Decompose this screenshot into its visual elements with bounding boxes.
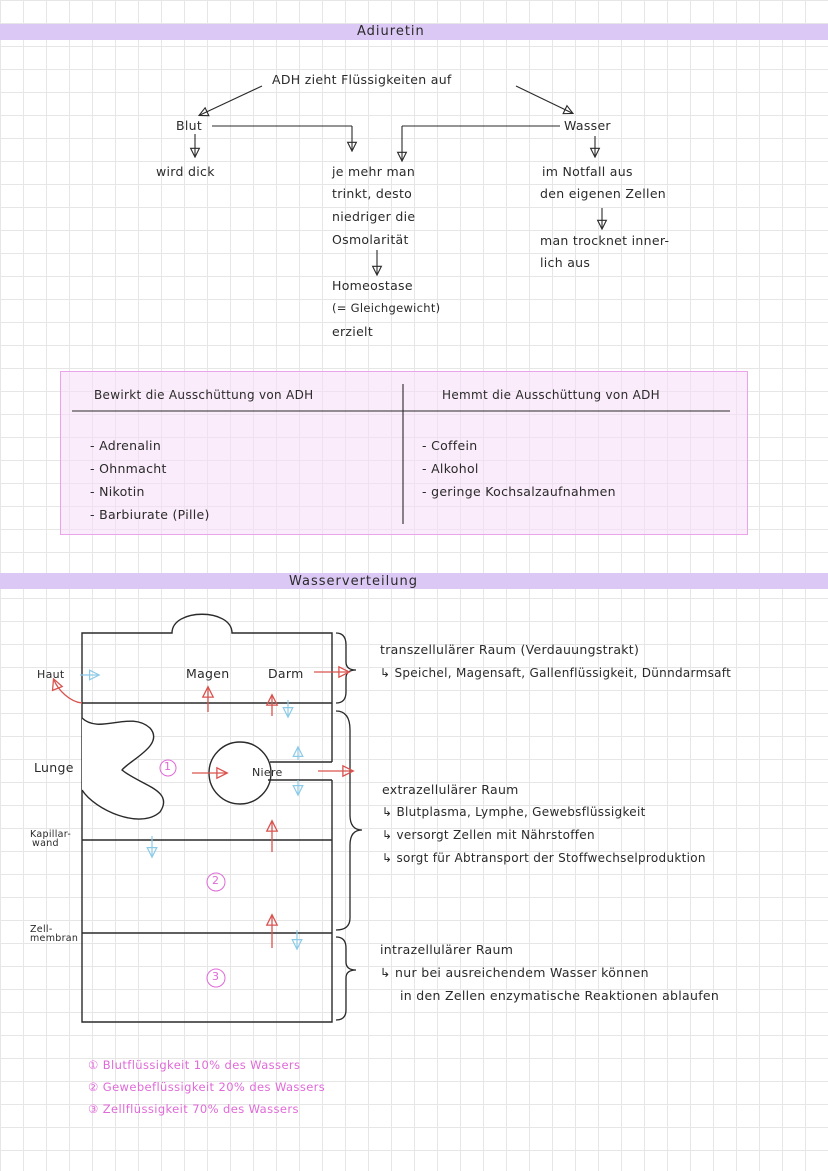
section-title-adiuretin: Adiuretin — [357, 24, 425, 39]
intra-title: intrazellulärer Raum — [380, 942, 514, 957]
middle-line-3: niedriger die — [332, 209, 416, 224]
inhibit-item-3: - geringe Kochsalzaufnahmen — [422, 484, 616, 499]
root-statement: ADH zieht Flüssigkeiten auf — [272, 72, 452, 87]
inhibit-item-1: - Coffein — [422, 438, 478, 453]
middle-line-4: Osmolarität — [332, 232, 409, 247]
wasser-line-1: im Notfall aus — [542, 164, 633, 179]
extra-title: extrazellulärer Raum — [382, 782, 519, 797]
middle-line-5: Homeostase — [332, 278, 413, 293]
extra-line-3: ↳ sorgt für Abtransport der Stoffwechselproduktion — [382, 851, 706, 865]
legend-item-1: ① Blutflüssigkeit 10% des Wassers — [88, 1058, 301, 1072]
region-number-1: 1 — [164, 760, 172, 773]
table-header-increase: Bewirkt die Ausschüttung von ADH — [94, 388, 314, 402]
label-haut: Haut — [37, 668, 65, 681]
wasser-line-4: lich aus — [540, 255, 591, 270]
node-blut: Blut — [176, 118, 203, 133]
wasser-line-3: man trocknet inner- — [540, 233, 670, 248]
label-darm: Darm — [268, 666, 304, 681]
region-number-3: 3 — [212, 970, 220, 983]
label-lunge: Lunge — [34, 760, 74, 775]
increase-item-1: - Adrenalin — [90, 438, 162, 453]
middle-line-6: (= Gleichgewicht) — [332, 301, 441, 315]
label-kapillarwand-1: Kapillar- — [30, 829, 72, 840]
middle-line-2: trinkt, desto — [332, 186, 413, 201]
inhibit-item-2: - Alkohol — [422, 461, 479, 476]
trans-title: transzellulärer Raum (Verdauungstrakt) — [380, 642, 640, 657]
section-title-wasserverteilung: Wasserverteilung — [289, 574, 418, 589]
trans-desc: ↳ Speichel, Magensaft, Gallenflüssigkeit, Dünndarmsaft — [380, 666, 732, 680]
wasser-line-2: den eigenen Zellen — [540, 186, 667, 201]
label-zellmembran-1: Zell- — [30, 924, 53, 935]
label-kapillarwand-2: wand — [32, 838, 59, 849]
node-blut-result: wird dick — [156, 164, 215, 179]
increase-item-2: - Ohnmacht — [90, 461, 167, 476]
increase-item-3: - Nikotin — [90, 484, 145, 499]
node-wasser: Wasser — [564, 118, 611, 133]
legend-item-3: ③ Zellflüssigkeit 70% des Wassers — [88, 1102, 299, 1116]
legend-item-2: ② Gewebeflüssigkeit 20% des Wassers — [88, 1080, 326, 1094]
extra-line-2: ↳ versorgt Zellen mit Nährstoffen — [382, 828, 595, 842]
table-header-inhibit: Hemmt die Ausschüttung von ADH — [442, 388, 660, 402]
extra-line-1: ↳ Blutplasma, Lymphe, Gewebsflüssigkeit — [382, 805, 646, 819]
middle-line-1: je mehr man — [332, 164, 416, 179]
middle-line-7: erzielt — [332, 324, 374, 339]
label-magen: Magen — [186, 666, 230, 681]
region-number-2: 2 — [212, 874, 220, 887]
intra-line-1: ↳ nur bei ausreichendem Wasser können — [380, 965, 649, 980]
label-zellmembran-2: membran — [30, 933, 79, 944]
label-niere: Niere — [252, 766, 283, 779]
intra-line-2: in den Zellen enzymatische Reaktionen ablaufen — [400, 988, 720, 1003]
increase-item-4: - Barbiurate (Pille) — [90, 507, 210, 522]
